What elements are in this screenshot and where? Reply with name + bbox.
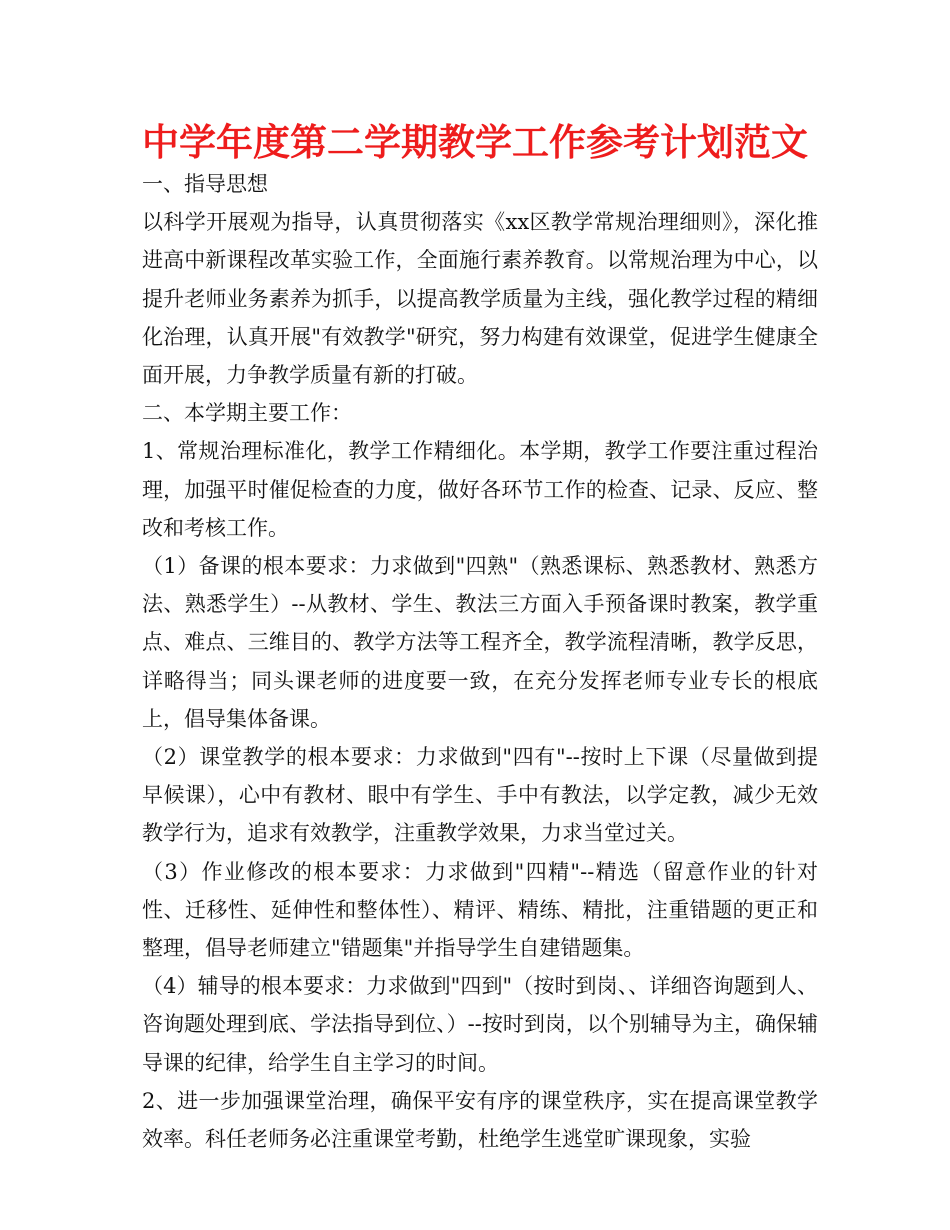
- section-heading-guiding-thought: 一、指导思想: [142, 172, 268, 196]
- paragraph-item-2: 2、进一步加强课堂治理，确保平安有序的课堂秩序，实在提高课堂教学效率。科任老师务必注重课堂考勤，杜绝学生逃堂旷课现象，实验: [142, 1088, 818, 1152]
- paragraph-item-1: 1、常规治理标准化，教学工作精细化。本学期，教学工作要注重过程治理，加强平时催促检查的力度，做好各环节工作的检查、记录、反应、整改和考核工作。: [142, 439, 818, 540]
- paragraph-guiding-thought: 以科学开展观为指导，认真贯彻落实《xx区教学常规治理细则》，深化推进高中新课程改革实验工作，全面施行素养教育。以常规治理为中心，以提升老师业务素养为抓手，以提高教学质量为主线，强化教学过程的精细化治理，认真开展"有效教学"研究，努力构建有效课堂，促进学生健康全面开展，力争教学质量有新的打破。: [142, 210, 818, 388]
- paragraph-tutoring: （4）辅导的根本要求：力求做到"四到"（按时到岗、、详细咨询题到人、咨询题处理到底、学法指导到位、）--按时到岗，以个别辅导为主，确保辅导课的纪律，给学生自主学习的时间。: [142, 974, 818, 1075]
- section-heading-main-work: 二、本学期主要工作：: [142, 401, 352, 426]
- paragraph-homework: （3）作业修改的根本要求：力求做到"四精"--精选（留意作业的针对性、迁移性、延伸性和整体性）、精评、精练、精批，注重错题的更正和整理，倡导老师建立"错题集"并指导学生自建错题集。: [142, 859, 818, 961]
- paragraph-lesson-prep: （1）备课的根本要求：力求做到"四熟"（熟悉课标、熟悉教材、熟悉方法、熟悉学生）--从教材、学生、教法三方面入手预备课时教案，教学重点、难点、三维目的、教学方法等工程齐全，教学流程清晰，教学反思，详略得当；同头课老师的进度要一致，在充分发挥老师专业专长的根底上，倡导集体备课。: [142, 554, 818, 731]
- document-body: [142, 165, 818, 1158]
- paragraph-classroom-teaching: （2）课堂教学的根本要求：力求做到"四有"--按时上下课（尽量做到提早候课），心中有教材、眼中有学生、手中有教法，以学定教，减少无效教学行为，追求有效教学，注重教学效果，力求当堂过关。: [142, 745, 818, 846]
- document-title: 中学年度第二学期教学工作参考计划范文: [142, 121, 808, 164]
